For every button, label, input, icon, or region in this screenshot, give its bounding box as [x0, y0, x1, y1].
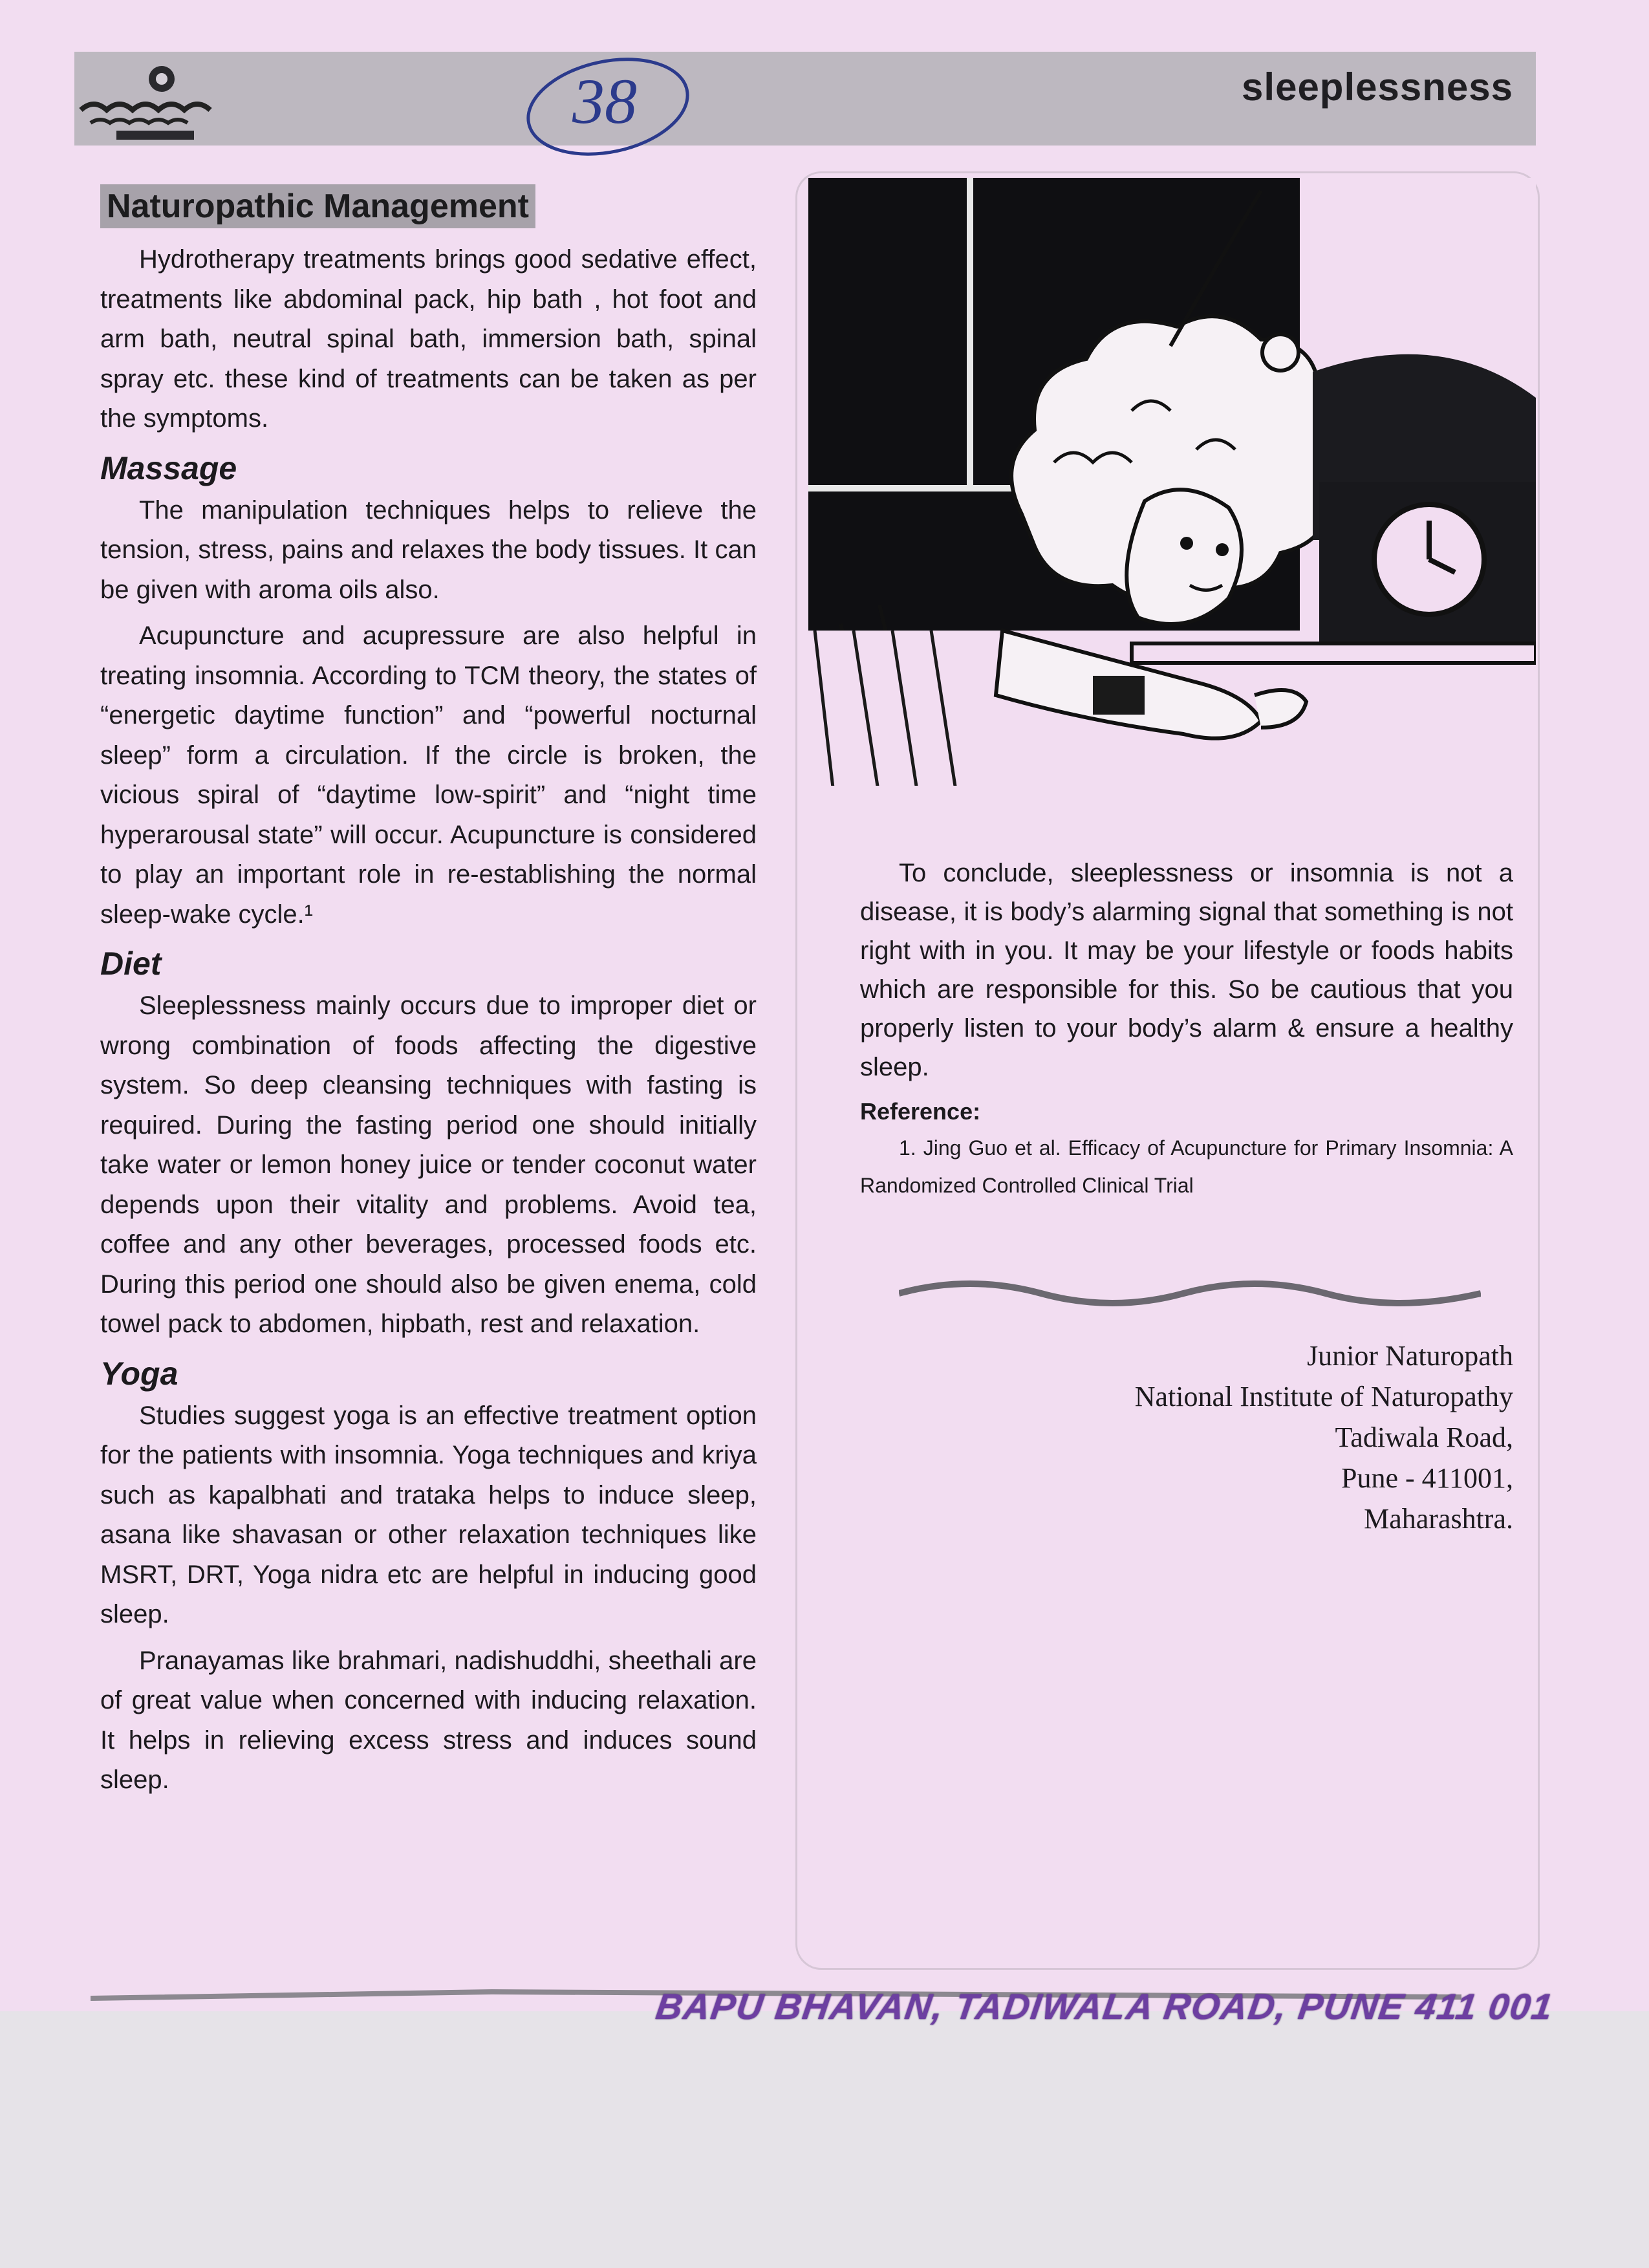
address-state: Maharashtra.: [1364, 1503, 1513, 1535]
naturopathy-logo-icon: [78, 58, 233, 142]
section-title: sleeplessness: [1242, 65, 1513, 109]
decorative-divider: [899, 1271, 1481, 1310]
footer-address: BAPU BHAVAN, TADIWALA ROAD, PUNE 411 001: [653, 1986, 1557, 2027]
yoga-paragraph: Studies suggest yoga is an effective treatment option for the patients with insomnia. Yoga techniques and kriya such as kapalbhati and trataka helps to induce sleep, asana like shavasan or other relaxation techniques like MSRT, DRT, Yoga nidra etc are helpful in inducing good sleep.: [100, 1401, 757, 1628]
acupuncture-paragraph: Acupuncture and acupressure are also helpful in treating insomnia. According to TCM theory, the states of “energetic daytime function” and “powerful nocturnal sleep” form a circulation. If the circle is broken, the vicious spiral of “daytime low-spirit” and “night time hyperarousal state” will occur. Acupuncture is considered to play an important role in re-establishing the normal sleep-wake cycle.¹: [100, 621, 757, 929]
reference-item: 1. Jing Guo et al. Efficacy of Acupuncture for Primary Insomnia: A Randomized Controlled Clinical Trial: [860, 1136, 1513, 1197]
reference-heading: Reference:: [860, 1098, 981, 1125]
institute-name: National Institute of Naturopathy: [1134, 1381, 1513, 1412]
right-column: [860, 854, 1513, 1204]
author-signature-block: [1135, 1335, 1513, 1539]
address-city: Pune - 411001,: [1341, 1462, 1513, 1494]
scanner-background: [0, 2011, 1649, 2268]
author-title: Junior Naturopath: [1307, 1340, 1513, 1372]
address-road: Tadiwala Road,: [1335, 1421, 1513, 1453]
conclusion-paragraph: To conclude, sleeplessness or insomnia is not a disease, it is body’s alarming signal that something is not right with in you. It may be your lifestyle or foods habits which are responsible for this. So be cautious that you properly listen to your body’s alarm & ensure a healthy sleep.: [860, 859, 1513, 1081]
naturopathic-management-heading: Naturopathic Management: [100, 184, 535, 228]
hydrotherapy-paragraph: Hydrotherapy treatments brings good sedative effect, treatments like abdominal pack, hip bath , hot foot and arm bath, neutral spinal bath, immersion bath, spinal spray etc. these kind of treatments can be taken as per the symptoms.: [100, 245, 757, 433]
page-number-text: 38: [572, 65, 637, 137]
handwritten-page-number: [511, 45, 705, 175]
yoga-heading: Yoga: [100, 1355, 178, 1392]
diet-paragraph: Sleeplessness mainly occurs due to improper diet or wrong combination of foods affecting the digestive system. So deep cleansing techniques with fasting is required. During the fasting period one should initially take water or lemon honey juice or tender coconut water depends upon their vitality and problems. Avoid tea, coffee and any other beverages, processed foods etc. During this period one should also be given enema, cold towel pack to abdomen, hipbath, rest and relaxation.: [100, 991, 757, 1338]
pranayama-paragraph: Pranayamas like brahmari, nadishuddhi, sheethali are of great value when concerned with inducing relaxation. It helps in relieving excess stress and induces sound sleep.: [100, 1646, 757, 1794]
massage-paragraph: The manipulation techniques helps to relieve the tension, stress, pains and relaxes the body tissues. It can be given with aroma oils also.: [100, 495, 757, 604]
left-column: [100, 184, 757, 1807]
massage-heading: Massage: [100, 449, 237, 486]
sleepless-woman-illustration: [808, 178, 1536, 805]
diet-heading: Diet: [100, 945, 162, 982]
